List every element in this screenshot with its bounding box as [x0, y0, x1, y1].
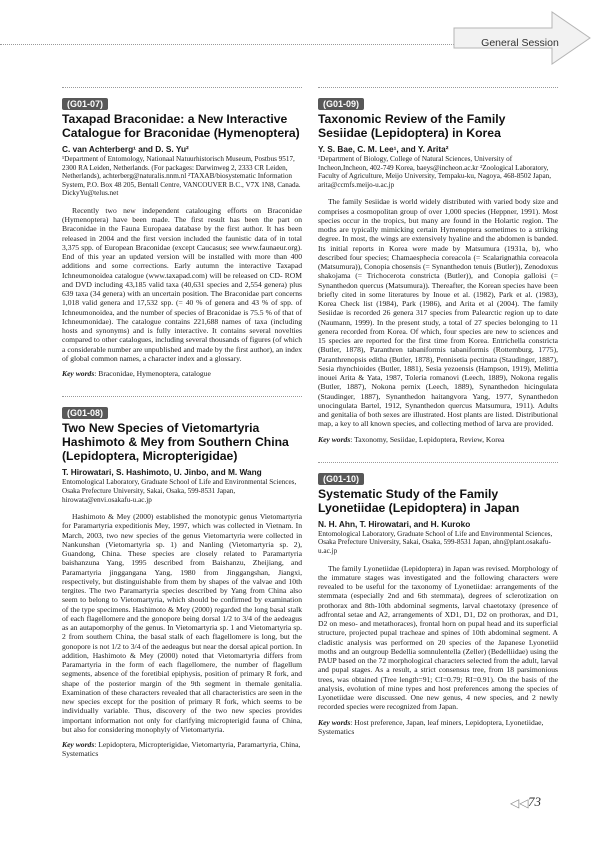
keywords-text: : Braconidae, Hymenoptera, catalogue — [94, 369, 211, 379]
article-tag: (G01-09) — [318, 98, 364, 110]
article-abstract: Recently two new independent catalouging efforts on Braconidae (Hymenoptera) have been made. The first result has been the part on Braconidae in the Fauna Europaea database by the first author. It has been released in 2004 and the first version included the faunistic data of in total 3,375 spp. of European Braconidae (except Caucasus; see www.faunaeur.org). End of this year an updated version will be installed with more than 400 additions and some corrections. Early autumn the interactive Taxapad Ichneumonoidea catalogue (www.taxapad.com) will be released on CD- ROM and DVD including 43,185 valid taxa (40,631 species and 2,554 genera) plus 639 taxa (34 genera) with an uncertain position. The Braconidae part concerns 1,018 valid genera and 17,532 spp. (= 40 % of genera and 43 % of spp. of Ichneumonoidea, and the number of species of Braconidae is 75.5 % of that of Ichneumonidae). The catalogue contains 221,688 names of taxa (including hosts and synonyms) and is fully interactive. It contains several novelties compared to other catalogues, including several thousands of figures (of which a considerable number are unpublished and made by the first author), an index of global common names, a character index and a glossary. — [62, 205, 302, 363]
session-label: General Session — [481, 37, 559, 49]
keywords-label: Key words — [62, 369, 95, 379]
article-g01-08 — [62, 396, 302, 758]
article-keywords — [318, 435, 558, 444]
article-affiliation: ¹Department of Entomology, Nationaal Natuurhistorisch Museum, Postbus 9517, 2300 RA Leiden, Netherlands. (For packages: Darwinweg 2, 2333 CR Leiden, Netherlands), achterberg@naturalis.nnm.nl ²TAXAB/biosystematic Information System, P.O. Box 48 205, Bentall Centre, VANCOUVER B.C., V7X 1N8, Canada. DickyYu@telus.net — [62, 155, 301, 198]
article-authors: T. Hirowatari, S. Hashimoto, U. Jinbo, and M. Wang — [62, 467, 262, 478]
page-arrows-icon: ◁◁ — [510, 796, 529, 810]
keywords-label: Key words — [318, 434, 351, 444]
article-tag: (G01-08) — [62, 407, 108, 419]
article-keywords — [62, 740, 302, 758]
article-abstract: Hashimoto & Mey (2000) established the monotypic genus Vietomartyria for Paramartyria expeditionis Mey, 1997, which was collected in Vietnam. In March, 2003, two new species of the genus Vietomartyria were collected in Nankunshan (Vietomartyria sp. 1) and Nanling (Vietomartyria sp. 2), Guandong, China. These species are closely related to Paramartyria baishanzuna Yang, 1995 described from Baishanzu, Zheijiang, and Paramartyria jinggangana Yang, 1980 from Jinggangshan, Jiangxi, respectively, but distinguishable from them by shapes of the valvae and 10th tergites. The two Paramartyria species described by Yang from China also seem to belong to Vietomartyria, which should be confirmed by examination of the type specimens. Hashimoto & Mey (2000) regarded the long basal stalk of each flagellomere and the gonopore being dorsal 1/2 to 3/4 of the aedeagus as an autapomorphy of the genus. In Vietomartyria sp. 1 and Vietomartyria sp. 2 from southern China, the basal stalk of each flagellomere is long, but the gonopore is not 1/2 to 3/4 of the aedeagus but near the dorsal apical portion. In addition, Hashimoto & Mey (2000) noted that Vietomartyria differs from Paramartyria in the form of each flagellomere, the number of flagellum segments, absence of the foretibial epiphysis, position of primary R fork, and shape of the posterior margin of the 9th segment in themale genitalia. Examination of these characters revealed that all characteristics are seen in the new species except for the position of primary R fork, which seems to be individually variable. Thus, discovery of the two new species provides important information not only for clarifying micropterigid fauna of China, but also for considering monophyly of Vietomartyria. — [62, 512, 302, 734]
keywords-text: : Host preference, Japan, leaf miners, Lepidoptera, Lyonetiidae, Systematics — [318, 717, 544, 736]
article-title: Taxapad Braconidae: a New Interactive Catalogue for Braconidae (Hymenoptera) — [62, 112, 300, 140]
article-g01-09 — [318, 87, 558, 444]
keywords-label: Key words — [62, 740, 95, 750]
article-keywords — [62, 369, 302, 378]
article-authors: N. H. Ahn, T. Hirowatari, and H. Kuroko — [318, 518, 471, 529]
article-authors: Y. S. Bae, C. M. Lee¹, and Y. Arita² — [318, 144, 449, 154]
page-number: 73 — [528, 794, 541, 809]
header-divider — [0, 44, 470, 45]
keywords-text: : Taxonomy, Sesiidae, Lepidoptera, Review, Korea — [350, 434, 505, 444]
article-abstract: The family Sesiidae is world widely distributed with varied body size and comprises a cosmopolitan group of over 1,000 species (Heppner, 1991). Most species occur in the tropics, but many are found in the Holartic region. The moths are typically mimicking certain Hymenoptera sometimes to a striking degree. In most, the wings are extensively hyaline and the abdomen is banded. Its initial reports in Korea were made by Matsumura (1931a, b), who described four species; Chamaesphecia coreacola (= Scalarignathia coreacola (Matsumura)), Conopia chosensis (= Synanthedon tenuis (Butler)), Zenodoxus shakojama (= Trichocerota constricta (Butler)), and Conopia galloisi (= Synanthedon quercus (Matsumura)). Thereafter, the Korean species have been briefly cited in some literatures by Inoue et al. (1982), Park et al. (1983), Korea Check list (1984), Park (1986), and Arita et al (2004). The family Sesiidae is recorded 26 genera 317 species from Palearctic region up to date (Naumann, 1999). In the present study, a total of 27 species belonging to 11 genera recorded from Korea. Of which, four species are new to sciences and 15 species are reported for the first time from Korea. Entrichella constricta (Butler, 1878), Paranthren tabaniformis tabaniformis (Rottemburg, 1775), Paranthrenopsis editha (Butler, 1878), Pennisetia pectinata (Staudinger, 1887), Sesia rhynchioides (Butler, 1881), Sesia yezoensis (Hampson, 1919), Melittia inouei Arita & Yata, 1987, Toleria romanovi (Leech, 1889), Nokona regalis (Butler, 1887), Nokona pernix (Leech, 1889), Synanthedon hicingulata (Staudinger, 1887), Synanthedon haitangvora Yang, 1977, Synanthedon unocingulata Bartel, 1912, Synanthedon quercus Matsumura, 1911). Adults and genitalia of both sexes are illustrated. Host plants are listed. Distributional map, a key to all known species, and collecting method of larva are provided. — [318, 197, 558, 429]
article-title: Systematic Study of the Family Lyonetiidae (Lepidoptera) in Japan — [318, 486, 520, 515]
article-abstract: The family Lyonetiidae (Lepidoptera) in Japan was revised. Morphology of the immature stages was investigated and the following characters were revealed to be useful for the taxonomy of Lyonetiidae: arrangements of the stemmata (especially 2nd and 6th stemmata), degrees of sclerotization on prothorax and 8th-10th abdominal segments, larval chaetotaxy (presence of adfrontal setae and A2, arrangements of XD1, D1, D2 on prothorax, and D1, D2 on meso- and metathoraces), frontal horn on pupal head and its superficial structure, projected pupal tracheae and spines of 10th abdominal segment. A cladistic analysis was performed on 20 species of the Japanese Lyonetiid moths and an outgroup Bedellia somnulentella (Zeller) (Bedelliidae) using the PAUP based on the 72 morphological characters selected from the adult, larval and pupal stages. As a result, a strict consensus tree, from 18 parsimonious trees, was obtained (Tree length=91; CI=0.79; RI=0.91). On the basis of the analysis, evolution of mine types and host preferences among the species of Lyonetiidae were discussed. One new genus, 4 new species, and 2 newly recorded species were recognized from Japan. — [318, 563, 558, 712]
article-title: Taxonomic Review of the Family Sesiidae (Lepidoptera) in Korea — [318, 112, 506, 140]
article-affiliation: Entomological Laboratory, Graduate School of Life and Environmental Sciences, Osaka Prefecture University, Sakai, Osaka, 599-8531 Japan, ahn@plant.osakafu-u.ac.jp — [318, 529, 553, 556]
article-authors: C. van Achterberg¹ and D. S. Yu² — [62, 144, 189, 154]
article-affiliation: ¹Department of Biology, College of Natural Sciences, University of Incheon,Incheon, 402-749 Korea, baeys@incheon.ac.kr ²Zoological Laboratory, Faculty of Agriculture, Meijo University, Tempaku-ku, Nagoya, 468-8502 Japan, arita@ccmfs.meijo-u.ac.jp — [318, 155, 552, 189]
article-g01-07 — [62, 87, 302, 378]
article-title: Two New Species of Vietomartyria Hashimoto & Mey from Southern China (Lepidoptera, Micropterigidae) — [62, 421, 289, 464]
article-g01-10 — [318, 462, 558, 736]
article-tag: (G01-10) — [318, 473, 364, 485]
keywords-text: : Lepidoptera, Micropterigidae, Vietomartyria, Paramartyria, China, Systematics — [62, 740, 301, 759]
keywords-label: Key words — [318, 717, 351, 727]
article-tag: (G01-07) — [62, 98, 108, 110]
article-keywords — [318, 718, 558, 736]
right-column — [318, 83, 558, 736]
article-affiliation: Entomological Laboratory, Graduate School of Life and Environmental Sciences, Osaka Prefecture University, Sakai, Osaka, 599-8531 Japan, hirowata@envi.osakafu-u.ac.jp — [62, 478, 297, 504]
left-column — [62, 83, 302, 759]
